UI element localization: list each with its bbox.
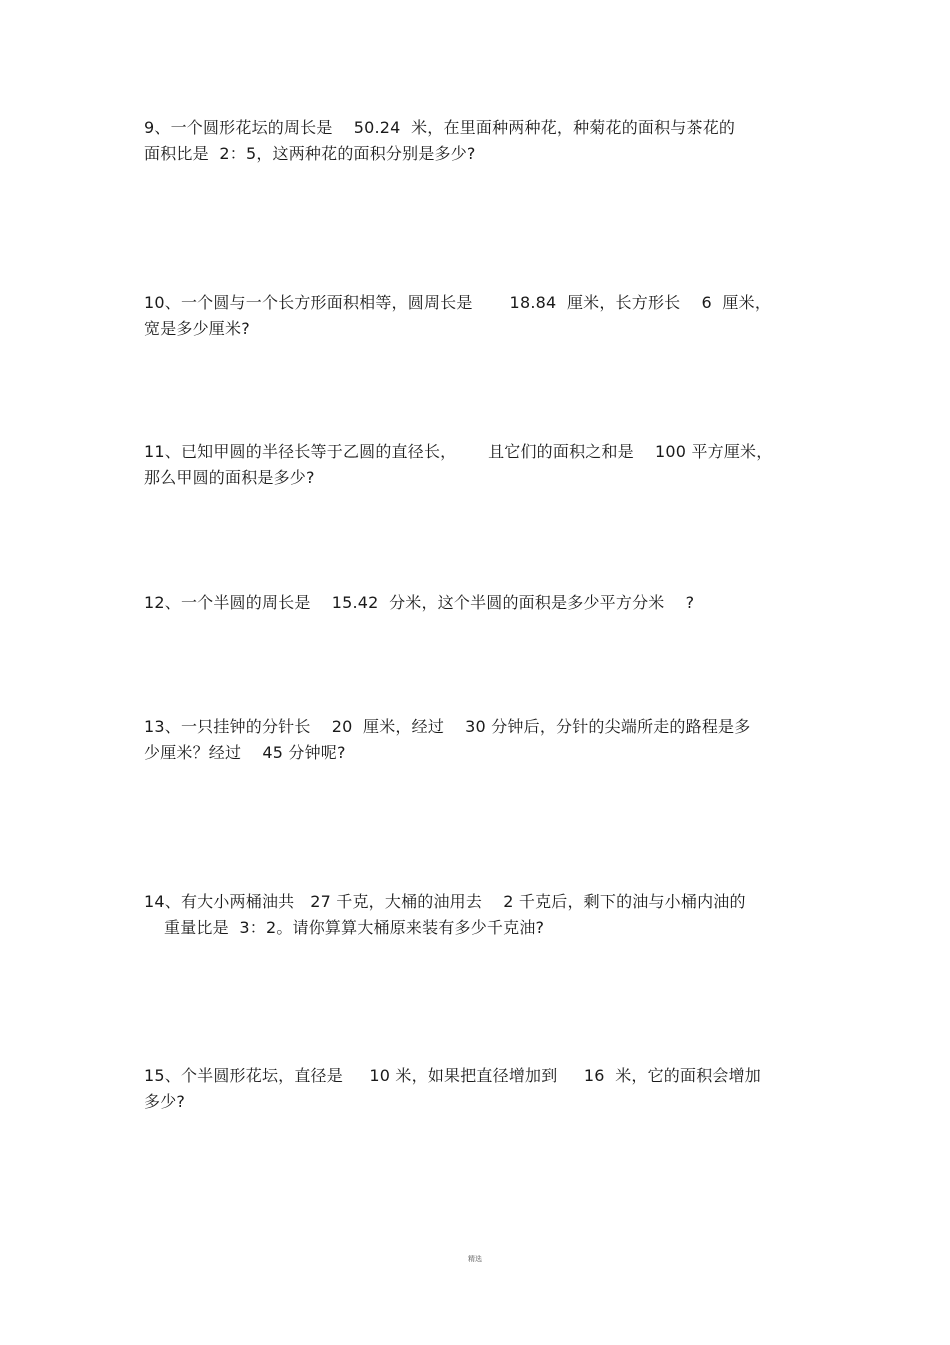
problem-line: 12、一个半圆的周长是 15.42 分米，这个半圆的面积是多少平方分米 ? [144,593,695,612]
problem-line: 那么甲圆的面积是多少? [144,468,315,487]
problem-line: 15、个半圆形花坛，直径是 10 米，如果把直径增加到 16 米，它的面积会增加 [144,1066,761,1085]
problem-line: 13、一只挂钟的分针长 20 厘米，经过 30 分钟后，分针的尖端所走的路程是多 [144,717,751,736]
problem-line: 面积比是 2：5，这两种花的面积分别是多少? [144,144,476,163]
problem-13 [144,714,804,766]
problem-line: 9、一个圆形花坛的周长是 50.24 米，在里面种两种花，种菊花的面积与茶花的 [144,118,736,137]
problem-line: 11、已知甲圆的半径长等于乙圆的直径长， 且它们的面积之和是 100 平方厘米， [144,442,773,461]
problem-12 [144,590,804,616]
problem-line: 14、有大小两桶油共 27 千克，大桶的油用去 2 千克后，剩下的油与小桶内油的 [144,892,746,911]
problem-9 [144,115,804,167]
problem-line: 10、一个圆与一个长方形面积相等，圆周长是 18.84 厘米，长方形长 6 厘米， [144,293,772,312]
page-footer: 精选 [468,1255,482,1263]
problem-10 [144,290,804,342]
problem-line: 宽是多少厘米? [144,319,250,338]
problem-line: 少厘米？经过 45 分钟呢? [144,743,346,762]
problem-15 [144,1063,804,1115]
problem-11 [144,439,804,491]
problem-line: 多少? [144,1092,186,1111]
problem-14 [144,889,804,941]
problem-line: 重量比是 3：2。请你算算大桶原来装有多少千克油? [164,918,545,937]
